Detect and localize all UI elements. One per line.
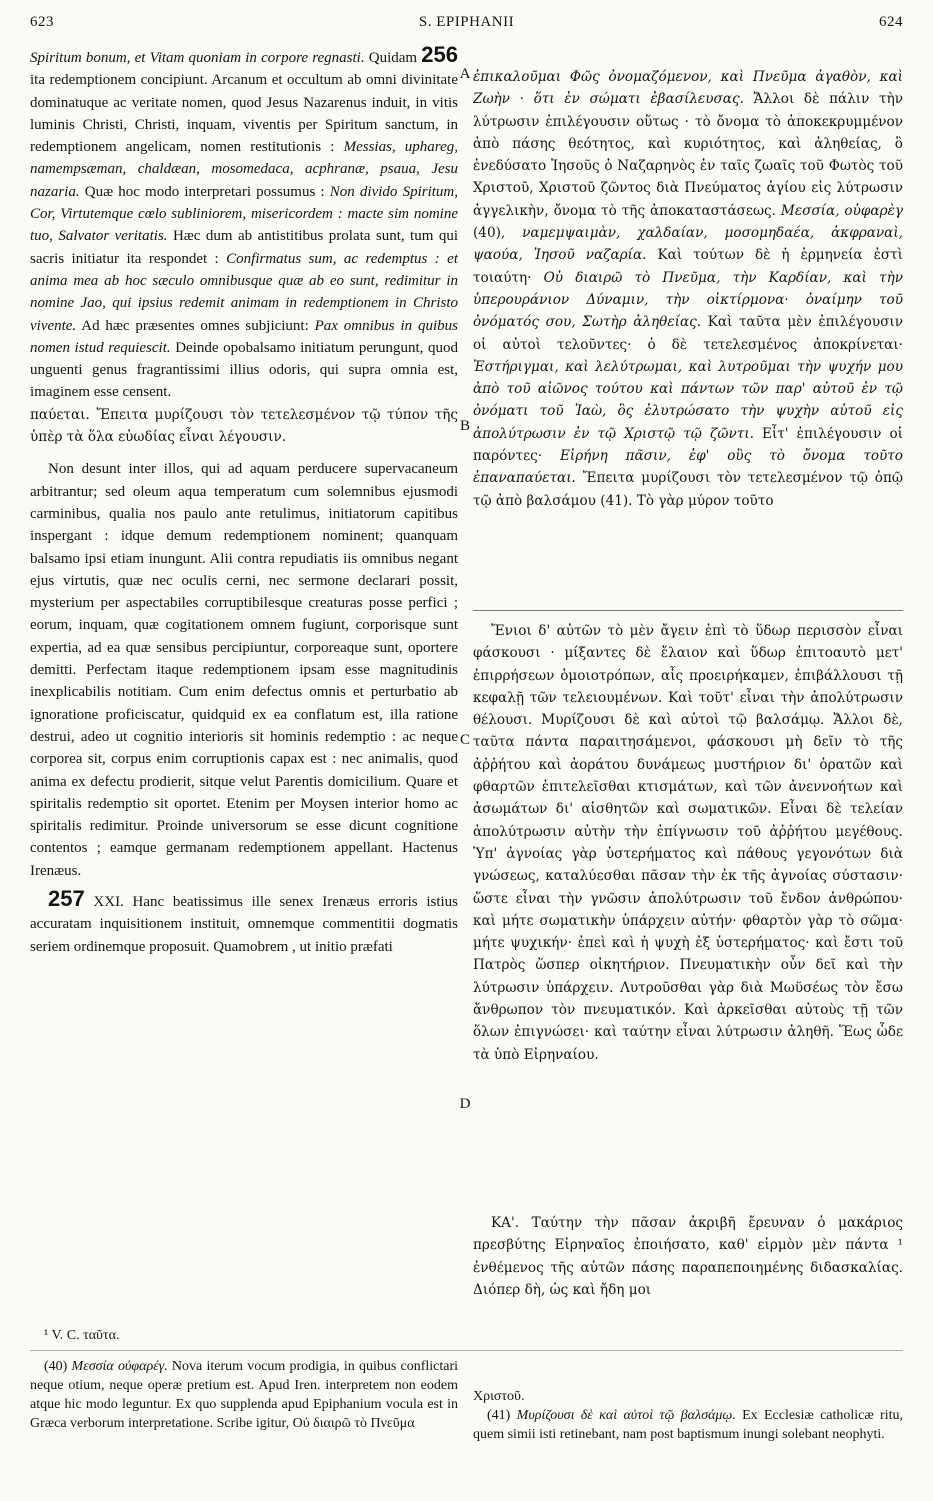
greek-column-middle: [473, 620, 903, 1168]
greek-text: Ἔπειτα μυρίζουσι τὸν τετελεσμένον τῷ ὀπῷ τῷ ἀπὸ βαλσάμου (41). Τὸ γὰρ μύρον τοῦτο: [473, 470, 903, 509]
margin-marker-b: B: [459, 418, 470, 434]
latin-italic-text: Non divido Spiritum, Cor, Virtutemque cœlo subliniorem, misericordem : macte sim nomine tuo, Salvator veritatis.: [30, 183, 458, 245]
latin-text: Deinde opobalsamo initiatum perungunt, quod unguenti genus fragrantissimi illius odoris, qui supra omnia est, imaginem esse censent.: [30, 339, 458, 401]
greek-italic-text: Μεσσία, οὐφαρὲγ: [780, 202, 903, 219]
running-title: S. EPIPHANII: [418, 14, 515, 30]
footnote-40-continuation: Χριστοῦ.: [473, 1389, 525, 1404]
greek-paragraph-2: Ἔνιοι δ' αὐτῶν τὸ μὲν ἄγειν ἐπὶ τὸ ὕδωρ περισσὸν εἶναι φάσκουσι · μίξαντες δὲ ἔλαιον καὶ ὕδωρ ἐπιτοαυτὸ μετ' ἐπιρρήσεων ὁμοιοτρόπων, αἷς προειρήκαμεν, ἐπιβάλλουσι τῇ κεφαλῇ τῶν τελειουμένων. Καὶ τοῦτ' εἶναι τὴν ἀπολύτρωσιν θέλουσι. Μυρίζουσι δὲ καὶ αὐτοὶ τῷ βαλσάμῳ. Ἄλλοι δὲ, ταῦτα πάντα παραιτησάμενοι, φάσκουσι μὴ δεῖν τὸ τῆς ἀῤῥήτου καὶ ἀοράτου δυνάμεως μυστήριον δι' ὁρατῶν καὶ φθαρτῶν ἐπιτελεῖσθαι κτισμάτων, καὶ τῶν ἀνεννοήτων καὶ ἀσωμάτων δι' αἰσθητῶν καὶ σωματικῶν. Εἶναι δὲ τελείαν ἀπολύτρωσιν αὐτὴν τὴν ἐπίγνωσιν τοῦ ἀῤῥήτου μεγέθους. Ὑπ' ἀγνοίας γὰρ ὑστερήματος καὶ πάθους γεγονότων διὰ γνώσεως, καταλύεσθαι πᾶσαν τὴν ἐκ τῆς ἀγνοίας σύστασιν· ὥστε εἶναι τὴν γνῶσιν ἀπολύτρωσιν τοῦ ἔνδον ἀνθρώπου· καὶ μήτε σωματικὴν ὑπάρχειν αὐτήν· φθαρτὸν γὰρ τὸ σῶμα· μήτε ψυχικήν· ἐπεὶ καὶ ἡ ψυχὴ ἐξ ὑστερήματος· καὶ ἔστι τοῦ Πατρὸς ὥσπερ οἰκητήριον. Πνευματικὴν οὖν δεῖ καὶ τὴν λύτρωσιν ὑπάρχειν. Λυτροῦσθαι γὰρ διὰ Μωϋσέως τὸν ἔσω ἄνθρωπον τὸν πνευματικόν. Καὶ ἀρκεῖσθαι αὐτοὺς τῇ τῶν ὅλων ἐπιγνώσει· καὶ ταύτην εἶναι λύτρωσιν ἀληθῆ. Ἕως ὧδε τὰ ὑπὸ Εἰρηναίου.: [473, 623, 903, 1063]
latin-text: Hæc dum ab antistitibus prolata sunt, tum qui sacris initiatur ita respondet :: [30, 228, 458, 267]
page-header: [30, 10, 903, 38]
latin-paragraph-3: [30, 885, 458, 958]
margin-marker-c: C: [459, 732, 470, 748]
greek-italic-text: Ἐστήριγμαι, καὶ λελύτρωμαι, καὶ λυτροῦμαι τὴν ψυχήν μου ἀπὸ τοῦ αἰῶνος τούτου καὶ πάντων τῶν παρ' αὐτοῦ ἐν τῷ ὀνόματι τοῦ Ἰαὼ, ὃς ἐλυτρώσατο τὴν ψυχὴν αὐτοῦ εἰς ἀπολύτρωσιν ἐν τῷ Χριστῷ τῷ ζῶντι.: [473, 358, 903, 442]
footnote-lemma: Μεσσία οὐφαρέγ.: [71, 1359, 168, 1374]
footnote-number: (40): [44, 1359, 72, 1374]
footnote-column-right: [473, 1387, 903, 1495]
greek-italic-text: ἐπικαλοῦμαι Φῶς ὀνομαζόμενον, καὶ Πνεῦμα ἀγαθὸν, καὶ Ζωὴν · ὅτι ἐν σώματι ἐβασίλευσας.: [473, 69, 903, 108]
margin-marker-d: D: [459, 1096, 471, 1112]
footnote-text: Nova iterum vocum prodigia, in quibus conflictari neque otium, neque operæ pretium est. Apud Iren. interpretem non eodem atque hic modo leguntur. Ex quo supplenda apud Epiphanium vocula est in Græca verborum interpretatione. Scribe igitur, Οὐ διαιρῶ τὸ Πνεῦμα: [30, 1359, 458, 1431]
footnote-41: [473, 1406, 903, 1444]
latin-text: ita redemptionem concipiunt. Arcanum et occultum ab omni divinitate dominatuque ac veritate nomen, quod Jesus Nazarenus induit, in vitis luminis Christi, Christi, inquam, viventis per Spiritum sanctum, in redemptionem angelicam, nomen restitutionis :: [30, 72, 458, 156]
latin-paragraph-1: [30, 44, 458, 404]
footnote-40: [30, 1357, 458, 1495]
footnote-text: Ex Ecclesiæ catholicæ ritu, quem simii isti retinebant, nam post baptismum inungi solebant neophyti.: [473, 1408, 903, 1442]
latin-italic-text: Messias, uphareg, namempsæman, chaldæan, mosomedaca, acphranæ, psaua, Jesu nazaria.: [30, 139, 458, 200]
latin-text: Quidam: [364, 50, 422, 66]
latin-text: XXI. Hanc beatissimus ille senex Irenæus erroris istius accuratam inquisitionem instituit, omnemque commentitii dogmatis seriem ordinemque proposuit. Quamobrem , ut initio præfati: [30, 893, 458, 955]
greek-paragraph-1: [473, 66, 903, 512]
greek-text: Καὶ ταῦτα μὲν ἐπιλέγουσιν οἱ αὐτοὶ τελοῦντες· ὁ δὲ τετελεσμένος ἀποκρίνεται·: [473, 314, 903, 353]
page-number-left: 623: [30, 14, 54, 30]
latin-italic-text: Spiritum bonum, et Vitam quoniam in corpore regnasti.: [30, 50, 365, 66]
greek-column-bottom: [473, 1212, 903, 1322]
greek-text: Καὶ τούτων δὲ ἡ ἑρμηνεία ἐστὶ τοιαύτη·: [473, 247, 903, 286]
greek-column-top: [473, 66, 903, 602]
greek-italic-text: Οὐ διαιρῶ τὸ Πνεῦμα, τὴν Καρδίαν, καὶ τὴν ὑπερουράνιον Δύναμιν, τὴν οἰκτίρμονα· ὀναίμην τοῦ ὀνόματός σου, Σωτὴρ ἀληθείας.: [473, 269, 903, 331]
section-number-256: 256: [421, 44, 458, 67]
latin-paragraph-2: Non desunt inter illos, qui ad aquam perducere supervacaneum arbitrantur; sed oleum aqua temperatum cum solemnibus ejusmodi carminibus, qualia nos paulo ante retulimus, initiatorum capitibus inspergant : idque demum redemptionem nominent; quanquam balsamo ipsi etiam inungunt. Alii contra repudiatis iis omnibus negant ejus virtutis, quæ nec oculis cerni, nec sermone declarari possit, mysterium per aspectabiles corruptibilesque creaturas posse perfici ; eorum, inquam, quæ cogitationem omnem fugiunt, corporisque sunt expertia, ad ea quæ sensibus percipiuntur, corporeaque sunt, oportere demitti. Perfectam itaque redemptionem ipsam esse magnitudinis inexplicabilis notitiam. Cum enim defectus omnis et perturbatio ab ignoratione proficiscatur, quidquid ex ea conflatum est, illa ratione destrui, adeo ut cognitio interioris sit hominis redemptio : ac neque corporea sit, corpus enim corruptionis capax est : nec animalis, quod anima ex defectu prodierit, sitque velut Parentis domicilium. Quare et spiritalis redemptio sit oportet. Etenim per Moysen interior homo ac spiritalis redimitur. Proinde universorum se esse dicunt cognitione contentos ; eamque germanam redemptionem appellant. Hactenus Irenæus.: [30, 461, 458, 879]
greek-carryover-line: παύεται. Ἔπειτα μυρίζουσι τὸν τετελεσμένον τῷ τύπον τῆς ὑπὲρ τὰ ὅλα εὐωδίας εἶναι λέγουσιν.: [30, 406, 458, 446]
latin-italic-text: Confirmatus sum, ac redemptus : et anima mea ab hoc sæculo omnibusque quæ ab eo sunt, redimitur in nomine Jao, qui ipsius redemit animam in redemptionem in Christo vivente.: [30, 250, 458, 334]
latin-italic-text: Pax omnibus in quibus nomen istud requiescit.: [30, 317, 458, 356]
greek-section-rule: [473, 610, 903, 611]
latin-text: Ad hæc præsentes omnes subjiciunt:: [76, 317, 315, 334]
greek-text: Εἶτ' ἐπιλέγουσιν οἱ παρόντες·: [473, 425, 903, 465]
footnote-number: (41): [487, 1408, 517, 1423]
greek-italic-text: ναμεμψαιμὰν, χαλδαίαν, μοσομηδαέα, ἀκφραναὶ, ψαούα, Ἰησοῦ ναζαρία.: [473, 225, 903, 264]
variant-note: ¹ V. C. ταῦτα.: [44, 1328, 120, 1343]
footnote-rule: [30, 1350, 903, 1351]
margin-marker-a: A: [459, 66, 471, 82]
greek-text: Ἄλλοι δὲ πάλιν τὴν λύτρωσιν ἐπιλέγουσιν οὕτως · τὸ ὄνομα τὸ ἀποκεκρυμμένον ἀπὸ πάσης θεότητος, καὶ κυριότητος, καὶ ἀληθείας, ὃ ἐνεδύσατο Ἰησοῦς ὁ Ναζαρηνὸς ἐν ταῖς ζωαῖς τοῦ Φωτὸς τοῦ Χριστοῦ, Χριστοῦ ζῶντος διὰ Πνεύματος ἁγίου εἰς λύτρωσιν ἀγγελικὴν, ὄνομα τὸ τῆς ἀποκαταστάσεως.: [473, 91, 903, 219]
greek-italic-text: Εἰρήνη πᾶσιν, ἐφ' οὓς τὸ ὄνομα τοῦτο ἐπαναπαύεται.: [473, 448, 903, 487]
page-number-right: 624: [879, 14, 903, 30]
footnote-lemma: Μυρίζουσι δὲ καὶ αὐτοὶ τῷ βαλσάμῳ.: [516, 1408, 736, 1423]
section-number-257: 257: [48, 885, 85, 911]
latin-text: Quæ hoc modo interpretari possumus :: [79, 183, 330, 200]
greek-paragraph-3: ΚΑ'. Ταύτην τὴν πᾶσαν ἀκριβῆ ἔρευναν ὁ μακάριος πρεσβύτης Εἰρηναῖος ἐποιήσατο, καθ' εἱρμὸν μὲν πάντα ¹ ἐνθέμενος τῆς αὐτῶν πάσης παραπεποιημένης διδασκαλίας. Διόπερ δὴ, ὡς καὶ ἤδη μοι: [473, 1215, 903, 1298]
greek-text: (40),: [473, 225, 523, 242]
latin-column: [30, 44, 458, 1326]
